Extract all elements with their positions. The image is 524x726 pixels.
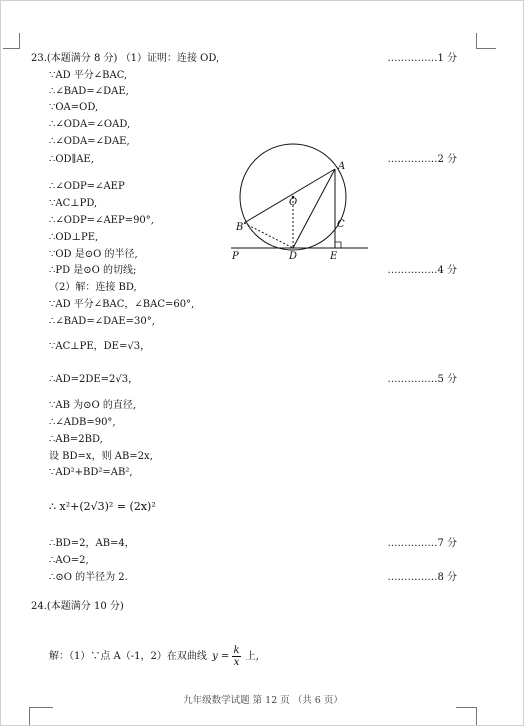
proof-line: ∴OD⊥PE, — [49, 232, 99, 243]
proof-line: ∴∠BAD=∠DAE=30°, — [49, 316, 155, 327]
label-o: O — [289, 197, 298, 208]
proof-line: ∴∠ADB=90°, — [49, 417, 116, 428]
page-footer: 九年级数学试题 第 12 页 （共 6 页） — [183, 695, 343, 706]
proof-line: ∵OA=OD, — [49, 102, 99, 113]
q23-score-1: ……………1 分 — [387, 53, 457, 64]
q23-header: 23.(本题满分 8 分) （1）证明：连接 OD, — [31, 53, 220, 64]
q23-score-3: ……………4 分 — [387, 265, 457, 276]
proof-line: ∴∠BAD=∠DAE, — [49, 86, 129, 97]
crop-mark-top-right — [476, 33, 477, 49]
proof-line: ∵AD 平分∠BAC, — [49, 70, 128, 81]
line-ab — [244, 169, 335, 223]
proof-line: ∴AB=2BD, — [49, 434, 103, 445]
formula-denominator: x — [233, 657, 240, 668]
proof-line: ∴∠ODA=∠OAD, — [49, 119, 131, 130]
q23-score-2: ……………2 分 — [387, 154, 457, 165]
crop-mark-bottom-left-h — [29, 707, 53, 708]
proof-line: ∴∠ODP=∠AEP — [49, 181, 125, 192]
label-d: D — [289, 251, 298, 262]
proof-line: ∵AB 为⊙O 的直径, — [49, 400, 137, 411]
formula-fraction — [232, 645, 240, 668]
proof-line: ∴AD=2DE=2√3， — [49, 374, 139, 385]
q24-line-suffix: 上, — [245, 651, 259, 662]
proof-line: ∴∠ODP=∠AEP=90°, — [49, 215, 154, 226]
q23-score-6: ……………8 分 — [387, 572, 457, 583]
label-a: A — [338, 161, 346, 172]
proof-line: 设 BD=x，则 AB=2x, — [49, 451, 153, 462]
geometry-figure — [226, 141, 376, 266]
proof-line: ∵AD²+BD²=AB², — [49, 467, 133, 478]
crop-mark-top-left — [19, 33, 20, 49]
label-c: C — [337, 219, 345, 230]
proof-line: ∴∠ODA=∠DAE, — [49, 136, 130, 147]
q24-line — [49, 645, 259, 668]
q23-score-4: ……………5 分 — [387, 374, 457, 385]
crop-mark-bottom-right — [476, 707, 477, 725]
label-b: B — [236, 222, 244, 233]
crop-mark-bottom-left — [29, 707, 30, 725]
label-e: E — [330, 251, 338, 262]
crop-mark-top-right-h — [476, 48, 496, 49]
label-p: P — [232, 251, 239, 262]
q24-header: 24.(本题满分 10 分) — [31, 601, 124, 612]
formula-numerator: k — [233, 645, 240, 656]
proof-line: ∴BD=2，AB=4， — [49, 538, 135, 549]
proof-line: （2）解：连接 BD, — [49, 282, 137, 293]
proof-line: ∴OD∥AE, — [49, 154, 94, 165]
formula-eq: = — [220, 651, 230, 662]
right-angle-mark — [335, 242, 341, 248]
proof-line: ∴⊙O 的半径为 2. — [49, 572, 128, 583]
equation-line: ∴ x²+(2√3)² = (2x)² — [49, 500, 156, 513]
proof-line: ∵AC⊥PE，DE=√3， — [49, 341, 151, 352]
proof-line: ∴PD 是⊙O 的切线; — [49, 265, 137, 276]
proof-line: ∵AC⊥PD, — [49, 198, 98, 209]
crop-mark-bottom-right-h — [456, 707, 476, 708]
q23-score-5: ……………7 分 — [387, 538, 457, 549]
formula-y: y — [212, 651, 218, 662]
proof-line: ∵OD 是⊙O 的半径, — [49, 249, 138, 260]
crop-mark-top-left-h — [3, 48, 19, 49]
formula — [212, 645, 240, 668]
q24-line-prefix: 解：（1）∵点 A（-1，2）在双曲线 — [49, 651, 207, 662]
proof-line: ∴AO=2, — [49, 555, 89, 566]
proof-line: ∵AD 平分∠BAC，∠BAC=60°, — [49, 299, 195, 310]
